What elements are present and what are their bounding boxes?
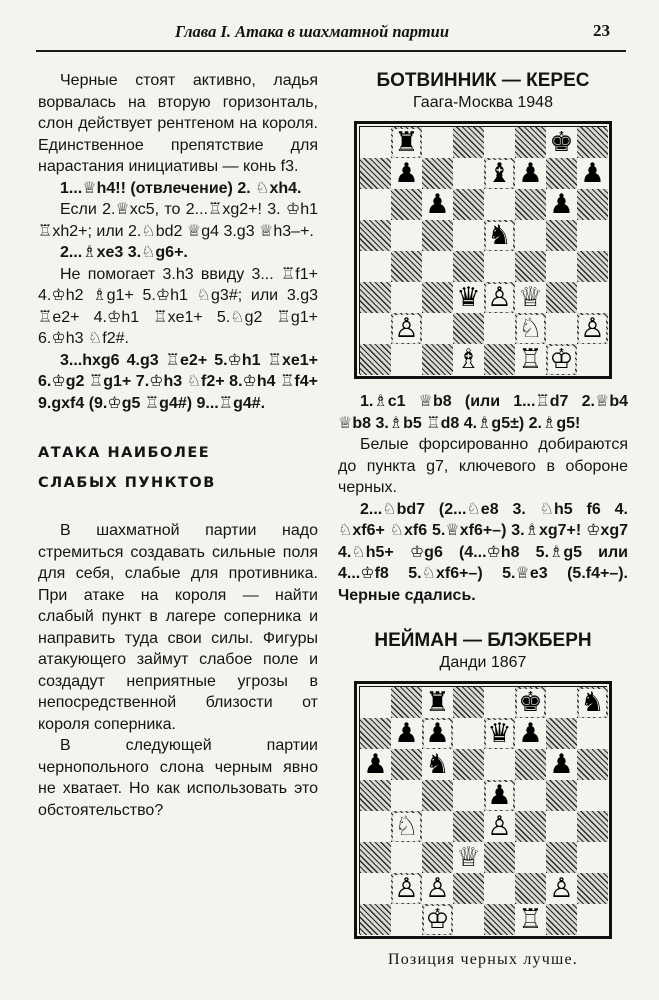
board-square — [484, 158, 515, 189]
board-square — [515, 811, 546, 842]
board-square — [391, 127, 422, 158]
board-square — [515, 780, 546, 811]
board-square — [577, 251, 608, 282]
chess-piece-icon: ♛ — [487, 717, 512, 749]
board-square — [453, 718, 484, 749]
board-square — [360, 189, 391, 220]
board-square — [453, 313, 484, 344]
board-square — [546, 873, 577, 904]
chess-piece-icon: ♕ — [518, 281, 543, 313]
board-square — [546, 842, 577, 873]
board-square — [360, 811, 391, 842]
board-square — [453, 904, 484, 935]
chess-piece-icon: ♚ — [549, 126, 574, 158]
chess-piece-icon: ♟ — [394, 717, 419, 749]
chess-board — [359, 686, 607, 934]
board-square — [360, 220, 391, 251]
board-square — [577, 158, 608, 189]
board-square — [360, 344, 391, 375]
board-square — [360, 687, 391, 718]
board-square — [515, 344, 546, 375]
board-square — [453, 344, 484, 375]
board-square — [546, 780, 577, 811]
paragraph: Черные стоят активно, ладья ворвалась на вторую горизонталь, слон действует рентгеном на короля. Единственное препятствие для нарастания инициативы — конь f3. — [38, 72, 318, 175]
board-square — [515, 842, 546, 873]
board-square — [577, 344, 608, 375]
board-square — [484, 189, 515, 220]
board-square — [515, 904, 546, 935]
move-line: 1...♕h4!! (отвлечение) 2. ♘xh4. — [60, 179, 302, 197]
board-square — [422, 127, 453, 158]
chapter-title: Глава I. Атака в шахматной партии — [175, 22, 450, 41]
board-square — [391, 718, 422, 749]
board-square — [453, 127, 484, 158]
board-square — [515, 127, 546, 158]
board-square — [360, 251, 391, 282]
board-square — [546, 344, 577, 375]
board-square — [360, 904, 391, 935]
board-square — [515, 718, 546, 749]
board-square — [484, 344, 515, 375]
board-square — [515, 687, 546, 718]
chess-piece-icon: ♚ — [518, 686, 543, 718]
board-square — [391, 687, 422, 718]
chess-piece-icon: ♟ — [425, 188, 450, 220]
chess-piece-icon: ♙ — [549, 872, 574, 904]
board-square — [515, 251, 546, 282]
chess-piece-icon: ♜ — [394, 126, 419, 158]
board-square — [484, 313, 515, 344]
board-square — [577, 687, 608, 718]
chess-piece-icon: ♟ — [487, 779, 512, 811]
board-square — [422, 811, 453, 842]
board-square — [484, 687, 515, 718]
board-square — [484, 842, 515, 873]
chess-piece-icon: ♞ — [487, 219, 512, 251]
board-square — [453, 873, 484, 904]
chess-piece-icon: ♞ — [425, 748, 450, 780]
chess-piece-icon: ♖ — [518, 343, 543, 375]
board-square — [546, 127, 577, 158]
board-square — [391, 344, 422, 375]
board-square — [360, 780, 391, 811]
board-square — [515, 749, 546, 780]
board-square — [577, 127, 608, 158]
board-square — [546, 251, 577, 282]
chess-piece-icon: ♙ — [394, 872, 419, 904]
move-line: 2...♗xe3 3.♘g6+. — [60, 244, 188, 261]
chess-piece-icon: ♞ — [580, 686, 605, 718]
board-square — [422, 282, 453, 313]
chess-piece-icon: ♟ — [363, 748, 388, 780]
paragraph: Если 2.♕xc5, то 2...♖xg2+! 3. ♔h1 ♖xh2+; или 2.♘bd2 ♕g4 3.g3 ♕h3–+. — [38, 201, 318, 240]
board-square — [422, 158, 453, 189]
board-square — [577, 189, 608, 220]
chess-piece-icon: ♕ — [456, 841, 481, 873]
board-square — [484, 251, 515, 282]
board-square — [484, 718, 515, 749]
board-square — [546, 687, 577, 718]
board-square — [453, 220, 484, 251]
chess-piece-icon: ♙ — [425, 872, 450, 904]
board-square — [360, 749, 391, 780]
section-heading-line: СЛАБЫХ ПУНКТОВ — [38, 475, 216, 491]
chess-piece-icon: ♛ — [456, 281, 481, 313]
board-square — [391, 904, 422, 935]
chess-piece-icon: ♟ — [518, 157, 543, 189]
board-square — [577, 904, 608, 935]
board-square — [422, 220, 453, 251]
board-square — [577, 220, 608, 251]
chess-piece-icon: ♟ — [518, 717, 543, 749]
game-place: Данди 1867 — [439, 654, 527, 671]
board-square — [391, 313, 422, 344]
board-square — [484, 904, 515, 935]
board-square — [422, 904, 453, 935]
chess-piece-icon: ♟ — [549, 188, 574, 220]
page-number: 23 — [593, 21, 610, 40]
chess-piece-icon: ♔ — [425, 903, 450, 935]
board-square — [391, 220, 422, 251]
board-square — [422, 189, 453, 220]
chess-diagram-2 — [354, 681, 612, 939]
board-square — [546, 811, 577, 842]
chess-piece-icon: ♗ — [456, 343, 481, 375]
move-line: 2...♘bd7 (2...♘e8 3. ♘h5 f6 4. ♘xf6+ ♘xf6 5.♕xf6+–) 3.♗xg7+! ♔xg7 4.♘h5+ ♔g6 (4...♔h8 5.♗g5 или 4...♔f8 5.♘xf6+–) 5.♕e3 (5.f4+–). Черные сдались. — [338, 500, 628, 604]
board-square — [360, 873, 391, 904]
board-square — [484, 282, 515, 313]
board-square — [360, 313, 391, 344]
board-square — [515, 220, 546, 251]
game-title: БОТВИННИК — КЕРЕС — [376, 70, 590, 91]
board-square — [422, 344, 453, 375]
board-square — [577, 842, 608, 873]
board-square — [453, 780, 484, 811]
board-square — [546, 282, 577, 313]
board-square — [515, 313, 546, 344]
board-square — [422, 687, 453, 718]
diagram-caption: Позиция черных лучше. — [387, 951, 579, 968]
board-square — [453, 189, 484, 220]
board-square — [453, 251, 484, 282]
paragraph: В шахматной партии надо стремиться создавать сильные поля для себя, слабые для противника. При атаке на короля — найти слабый пункт в лагере соперника и направить туда свои силы. Фигуры атакующего займут слабое поле и создадут неприятные угрозы в непосредственной близости от короля соперника. — [38, 522, 318, 733]
chess-piece-icon: ♟ — [580, 157, 605, 189]
board-square — [546, 189, 577, 220]
chess-piece-icon: ♟ — [549, 748, 574, 780]
chess-piece-icon: ♟ — [425, 717, 450, 749]
board-square — [515, 158, 546, 189]
chess-piece-icon: ♖ — [518, 903, 543, 935]
paragraph: В следующей партии чернопольного слона черным явно не хватает. Но как использовать это обстоятельство? — [38, 737, 318, 819]
board-square — [546, 904, 577, 935]
board-square — [546, 749, 577, 780]
board-square — [391, 873, 422, 904]
paragraph: Не помогает 3.h3 ввиду 3... ♖f1+ 4.♔h2 ♗g1+ 5.♔h1 ♘g3#; или 3.g3 ♖e2+ 4.♔h1 ♖xe1+ 5.♘g2 ♖g1+ 6.♔h3 ♘f2#. — [38, 265, 318, 347]
board-square — [391, 780, 422, 811]
board-square — [453, 811, 484, 842]
board-square — [515, 282, 546, 313]
board-square — [453, 282, 484, 313]
board-square — [391, 189, 422, 220]
move-line: 3...hxg6 4.g3 ♖e2+ 5.♔h1 ♖xe1+ 6.♔g2 ♖g1+ 7.♔h3 ♘f2+ 8.♔h4 ♖f4+ 9.gxf4 (9.♔g5 ♖g4#) 9...♖g4#. — [38, 351, 318, 412]
chess-piece-icon: ♔ — [549, 343, 574, 375]
board-square — [484, 780, 515, 811]
board-square — [391, 158, 422, 189]
chess-diagram-1 — [354, 121, 612, 379]
chess-piece-icon: ♙ — [580, 312, 605, 344]
section-heading-line: АТАКА НАИБОЛЕЕ — [38, 445, 211, 461]
chess-board — [359, 126, 607, 374]
board-square — [453, 749, 484, 780]
board-square — [360, 282, 391, 313]
board-square — [484, 749, 515, 780]
board-square — [391, 842, 422, 873]
board-square — [422, 718, 453, 749]
paragraph: Белые форсированно добираются до пункта g7, ключевого в обороне черных. — [338, 436, 628, 496]
chess-piece-icon: ♟ — [394, 157, 419, 189]
board-square — [360, 842, 391, 873]
left-column — [38, 70, 318, 821]
chess-piece-icon: ♜ — [425, 686, 450, 718]
board-square — [577, 749, 608, 780]
board-square — [453, 687, 484, 718]
board-square — [422, 873, 453, 904]
game-title: НЕЙМАН — БЛЭКБЕРН — [374, 630, 592, 651]
board-square — [360, 127, 391, 158]
board-square — [546, 220, 577, 251]
board-square — [515, 189, 546, 220]
board-square — [391, 749, 422, 780]
chess-piece-icon: ♙ — [487, 810, 512, 842]
board-square — [577, 780, 608, 811]
board-square — [546, 158, 577, 189]
board-square — [360, 718, 391, 749]
board-square — [422, 780, 453, 811]
board-square — [422, 842, 453, 873]
board-square — [484, 873, 515, 904]
board-square — [360, 158, 391, 189]
running-head — [0, 14, 659, 46]
board-square — [484, 127, 515, 158]
board-square — [453, 158, 484, 189]
board-square — [577, 811, 608, 842]
header-rule — [36, 50, 626, 52]
board-square — [484, 220, 515, 251]
board-square — [422, 313, 453, 344]
chess-piece-icon: ♘ — [394, 810, 419, 842]
board-square — [484, 811, 515, 842]
right-column — [338, 70, 628, 969]
board-square — [577, 873, 608, 904]
board-square — [577, 282, 608, 313]
board-square — [453, 842, 484, 873]
board-square — [577, 313, 608, 344]
board-square — [391, 251, 422, 282]
move-line: 1.♗c1 ♕b8 (или 1...♖d7 2.♕b4 ♕b8 3.♗b5 ♖d8 4.♗g5±) 2.♗g5! — [338, 393, 628, 432]
chess-piece-icon: ♙ — [394, 312, 419, 344]
chess-piece-icon: ♘ — [518, 312, 543, 344]
game-place: Гаага-Москва 1948 — [413, 94, 553, 111]
board-square — [391, 282, 422, 313]
board-square — [546, 718, 577, 749]
board-square — [422, 749, 453, 780]
board-square — [546, 313, 577, 344]
board-square — [577, 718, 608, 749]
board-square — [391, 811, 422, 842]
section-heading — [38, 438, 318, 498]
chess-piece-icon: ♙ — [487, 281, 512, 313]
board-square — [422, 251, 453, 282]
board-square — [515, 873, 546, 904]
chess-piece-icon: ♝ — [487, 157, 512, 189]
